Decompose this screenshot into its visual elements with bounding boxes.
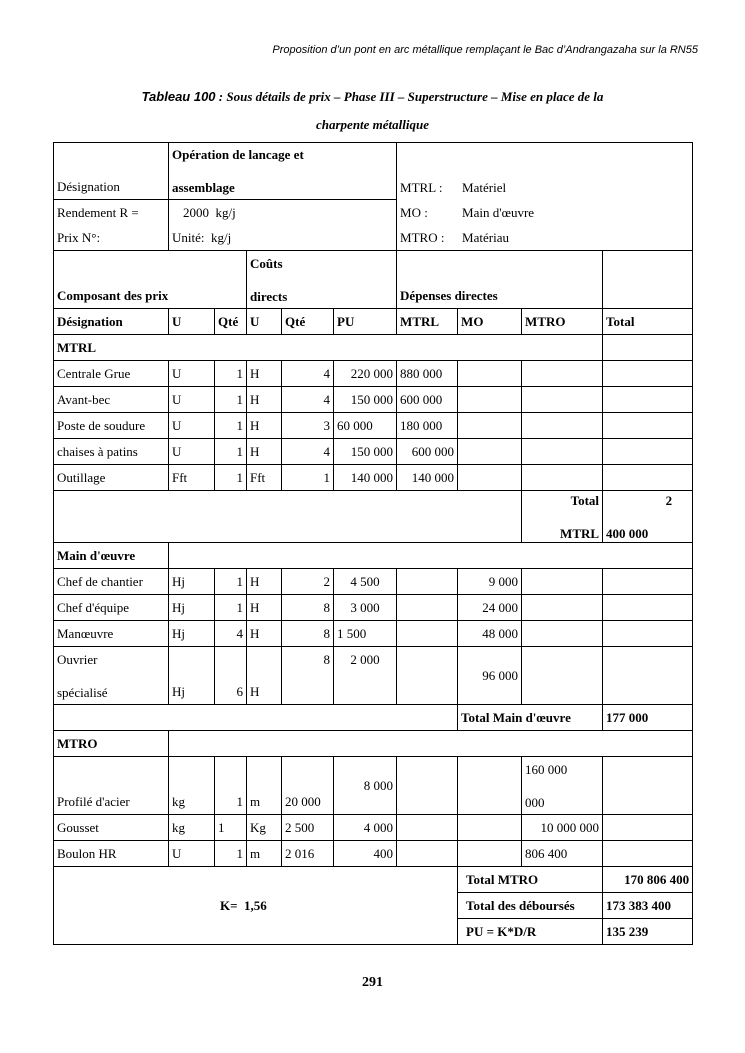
mtrl-total-value	[603, 491, 693, 543]
row-mtro	[522, 569, 603, 595]
row-qty2: 2	[282, 569, 334, 595]
row-total	[603, 439, 693, 465]
row-qty: 1	[215, 413, 247, 439]
row-total	[603, 647, 693, 705]
row-mtrl: 600 000	[397, 387, 458, 413]
row-qty: 1	[215, 569, 247, 595]
row-mtrl: 140 000	[397, 465, 458, 491]
row-unit: U	[169, 439, 215, 465]
table-row	[54, 569, 693, 595]
col-designation: Désignation	[54, 309, 169, 335]
col-u: U	[169, 309, 215, 335]
row-total	[603, 757, 693, 815]
table-row	[54, 361, 693, 387]
couts-line1: Coûts	[250, 255, 283, 271]
legend-mo-full: Main d'œuvre	[462, 204, 535, 220]
row-mtro	[522, 387, 603, 413]
legend-mo	[397, 200, 693, 226]
row-mo	[458, 413, 522, 439]
section-header-row	[54, 251, 693, 309]
row-unit: Hj	[169, 647, 215, 705]
row-unit: U	[169, 841, 215, 867]
row-mtro	[522, 595, 603, 621]
row-mo	[458, 815, 522, 841]
table-row	[54, 465, 693, 491]
row-total	[603, 621, 693, 647]
table-row	[54, 841, 693, 867]
row-qty: 6	[215, 647, 247, 705]
row-mo	[458, 387, 522, 413]
mtrl-total-value-line2: 400 000	[606, 525, 649, 541]
table-row	[54, 413, 693, 439]
total-mtro-value: 170 806 400	[603, 867, 693, 893]
col-qte: Qté	[215, 309, 247, 335]
mo-section-title: Main d'œuvre	[54, 543, 169, 569]
row-pu: 3 000	[334, 595, 397, 621]
row-mo: 9 000	[458, 569, 522, 595]
caption-text: : Sous détails de prix – Phase III – Superstructure – Mise en place de la	[215, 89, 604, 104]
legend-mtro	[397, 225, 693, 251]
table-row	[54, 757, 693, 815]
row-unit2: H	[247, 413, 282, 439]
row-unit2: m	[247, 757, 282, 815]
unite-text: kg/j	[211, 230, 232, 245]
row-mtro	[522, 413, 603, 439]
row-mtro: 806 400	[522, 841, 603, 867]
unite-label: Unité:	[172, 230, 205, 245]
row-mo	[458, 465, 522, 491]
row-qty: 1	[215, 465, 247, 491]
row-designation: Centrale Grue	[54, 361, 169, 387]
row-unit2: Kg	[247, 815, 282, 841]
operation-title	[169, 143, 397, 200]
row-mtrl	[397, 621, 458, 647]
table-caption-line2: charpente métallique	[315, 117, 430, 132]
row-pu: 140 000	[334, 465, 397, 491]
row-total	[603, 595, 693, 621]
top-row-1	[54, 143, 693, 200]
couts-header	[247, 251, 397, 309]
row-qty2: 20 000	[282, 757, 334, 815]
row-qty: 1	[215, 815, 247, 841]
prix-label: Prix N°:	[54, 225, 169, 251]
row-pu: 1 500	[334, 621, 397, 647]
legend-mo-abbr: MO :	[400, 204, 428, 220]
table-row	[54, 621, 693, 647]
row-unit: Hj	[169, 569, 215, 595]
row-unit2: m	[247, 841, 282, 867]
legend-mtro-full: Matériau	[462, 230, 509, 245]
row-mo	[458, 439, 522, 465]
caption-label: Tableau 100	[141, 89, 216, 104]
empty-cell	[169, 543, 693, 569]
row-mo	[458, 841, 522, 867]
k-label: K=	[220, 898, 238, 913]
row-mo	[458, 757, 522, 815]
row-mo: 96 000	[458, 647, 522, 705]
row-pu: 4 000	[334, 815, 397, 841]
unite-value	[169, 225, 397, 251]
total-debourses-label: Total des déboursés	[458, 893, 603, 919]
row-total	[603, 815, 693, 841]
row-qty2: 8	[282, 647, 334, 705]
table-row	[54, 595, 693, 621]
row-mtrl	[397, 569, 458, 595]
ouvrier-line2: spécialisé	[57, 684, 108, 700]
row-pu: 150 000	[334, 439, 397, 465]
row-qty: 4	[215, 621, 247, 647]
row-designation: Chef de chantier	[54, 569, 169, 595]
row-mtrl	[397, 815, 458, 841]
row-designation: Poste de soudure	[54, 413, 169, 439]
row-unit2: H	[247, 387, 282, 413]
row-pu: 60 000	[334, 413, 397, 439]
row-unit: kg	[169, 815, 215, 841]
row-qty: 1	[215, 595, 247, 621]
mo-title-row	[54, 543, 693, 569]
row-mtrl	[397, 841, 458, 867]
row-unit: kg	[169, 757, 215, 815]
row-mtro	[522, 621, 603, 647]
k-coefficient-cell	[54, 867, 458, 945]
mtrl-total-value-line1: 2	[665, 492, 673, 508]
mtrl-total-row	[54, 491, 693, 543]
empty-cell	[54, 705, 458, 731]
top-row-3	[54, 225, 693, 251]
row-qty: 1	[215, 757, 247, 815]
legend-mtro-abbr: MTRO :	[400, 230, 445, 245]
rendement-unit: kg/j	[215, 205, 236, 220]
row-mtro	[522, 439, 603, 465]
row-mtrl	[397, 595, 458, 621]
empty-cell	[54, 491, 522, 543]
row-pu: 8 000	[334, 757, 397, 815]
row-designation: Outillage	[54, 465, 169, 491]
total-mtro-label: Total MTRO	[458, 867, 603, 893]
mo-total-value: 177 000	[603, 705, 693, 731]
pu-value: 135 239	[603, 919, 693, 945]
composant-header: Composant des prix	[54, 251, 247, 309]
row-mo: 48 000	[458, 621, 522, 647]
row-mtro	[522, 757, 603, 815]
row-qty2: 3	[282, 413, 334, 439]
price-breakdown-table	[53, 142, 693, 945]
row-pu: 220 000	[334, 361, 397, 387]
row-unit2: H	[247, 621, 282, 647]
col-u2: U	[247, 309, 282, 335]
top-row-2	[54, 200, 693, 226]
row-mtro: 10 000 000	[522, 815, 603, 841]
table-row	[54, 387, 693, 413]
mtrl-title-row	[54, 335, 693, 361]
row-unit2: H	[247, 361, 282, 387]
legend-mtrl-abbr: MTRL :	[400, 179, 443, 195]
row-mtrl	[397, 757, 458, 815]
row-unit: U	[169, 387, 215, 413]
row-designation	[54, 647, 169, 705]
mtrl-total-label	[522, 491, 603, 543]
mtrl-total-line1: Total	[570, 492, 600, 508]
col-total: Total	[603, 309, 693, 335]
row-qty: 1	[215, 439, 247, 465]
row-designation: Boulon HR	[54, 841, 169, 867]
row-unit2: H	[247, 595, 282, 621]
column-header-row	[54, 309, 693, 335]
row-mtro	[522, 361, 603, 387]
mtro-title-row	[54, 731, 693, 757]
row-designation: chaises à patins	[54, 439, 169, 465]
operation-line1: Opération de lancage et	[172, 147, 304, 162]
row-qty2: 4	[282, 361, 334, 387]
profile-mtro-line2: 000	[525, 794, 545, 810]
row-pu: 4 500	[334, 569, 397, 595]
mtrl-total-line2: MTRL	[560, 525, 600, 541]
row-unit2: H	[247, 647, 282, 705]
row-qty2: 8	[282, 621, 334, 647]
running-header: Proposition d’un pont en arc métallique remplaçant le Bac d’Andrangazaha sur la RN55	[272, 44, 698, 56]
row-unit2: H	[247, 569, 282, 595]
row-pu: 400	[334, 841, 397, 867]
row-mtrl: 180 000	[397, 413, 458, 439]
legend-mtrl	[397, 143, 693, 200]
row-designation: Gousset	[54, 815, 169, 841]
row-qty2: 4	[282, 387, 334, 413]
empty-cell	[603, 335, 693, 361]
empty-cell	[169, 731, 693, 757]
row-unit: U	[169, 413, 215, 439]
col-qte2: Qté	[282, 309, 334, 335]
empty-cell	[603, 251, 693, 309]
col-mtrl: MTRL	[397, 309, 458, 335]
mo-total-row	[54, 705, 693, 731]
row-mtrl: 600 000	[397, 439, 458, 465]
row-qty2: 2 016	[282, 841, 334, 867]
row-total	[603, 387, 693, 413]
rendement-number: 2000	[183, 205, 209, 220]
row-qty: 1	[215, 387, 247, 413]
rendement-label: Rendement R =	[54, 200, 169, 226]
ouvrier-line1: Ouvrier	[57, 651, 98, 667]
operation-line2: assemblage	[172, 180, 235, 195]
row-mtrl	[397, 647, 458, 705]
col-mo: MO	[458, 309, 522, 335]
row-unit2: Fft	[247, 465, 282, 491]
legend-mtrl-full: Matériel	[462, 179, 507, 195]
page-number: 291	[362, 975, 383, 990]
table-row	[54, 439, 693, 465]
row-unit: Hj	[169, 595, 215, 621]
row-qty2: 2 500	[282, 815, 334, 841]
row-mtro	[522, 465, 603, 491]
profile-mtro-line1: 160 000	[525, 761, 568, 777]
row-mo: 24 000	[458, 595, 522, 621]
row-mtrl: 880 000	[397, 361, 458, 387]
row-unit: U	[169, 361, 215, 387]
row-designation: Profilé d'acier	[54, 757, 169, 815]
table-row	[54, 647, 693, 705]
mtro-section-title: MTRO	[54, 731, 169, 757]
row-total	[603, 569, 693, 595]
designation-label: Désignation	[54, 143, 169, 200]
table-caption	[0, 89, 745, 105]
mtrl-section-title: MTRL	[54, 335, 603, 361]
row-mtro	[522, 647, 603, 705]
row-total	[603, 465, 693, 491]
row-unit: Fft	[169, 465, 215, 491]
mo-total-label: Total Main d'œuvre	[458, 705, 603, 731]
row-designation: Chef d'équipe	[54, 595, 169, 621]
pu-formula-label: PU = K*D/R	[458, 919, 603, 945]
row-designation: Avant-bec	[54, 387, 169, 413]
depenses-header: Dépenses directes	[397, 251, 603, 309]
k-value: 1,56	[244, 898, 267, 913]
col-pu: PU	[334, 309, 397, 335]
table-row	[54, 815, 693, 841]
row-total	[603, 361, 693, 387]
row-pu: 2 000	[334, 647, 397, 705]
row-total	[603, 413, 693, 439]
couts-line2: directs	[250, 288, 288, 304]
row-unit: Hj	[169, 621, 215, 647]
rendement-value	[169, 200, 397, 226]
row-unit2: H	[247, 439, 282, 465]
row-designation: Manœuvre	[54, 621, 169, 647]
row-mo	[458, 361, 522, 387]
total-debourses-value: 173 383 400	[603, 893, 693, 919]
row-qty2: 4	[282, 439, 334, 465]
col-mtro: MTRO	[522, 309, 603, 335]
row-total	[603, 841, 693, 867]
row-qty2: 1	[282, 465, 334, 491]
row-qty2: 8	[282, 595, 334, 621]
row-qty: 1	[215, 361, 247, 387]
row-pu: 150 000	[334, 387, 397, 413]
summary-row-1	[54, 867, 693, 893]
row-qty: 1	[215, 841, 247, 867]
